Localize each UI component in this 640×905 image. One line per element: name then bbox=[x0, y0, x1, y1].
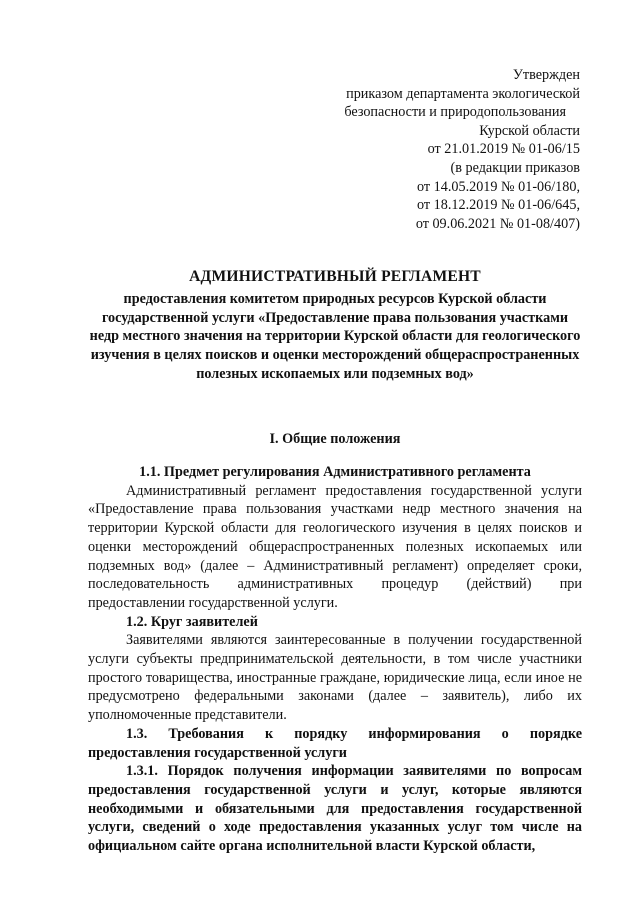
subsection-heading-1-1: 1.1. Предмет регулирования Административного регламента bbox=[139, 464, 531, 480]
approval-line: безопасности и природопользования bbox=[344, 104, 566, 121]
approval-line: от 09.06.2021 № 01-08/407) bbox=[415, 215, 580, 232]
subsection-heading-1-3: 1.3. Требования к порядку информирования о порядке предоставления государственной услуги bbox=[88, 725, 582, 761]
approval-line: от 18.12.2019 № 01-06/645, bbox=[417, 197, 580, 214]
approval-block bbox=[280, 66, 580, 233]
subsection-heading-1-2: 1.2. Круг заявителей bbox=[126, 613, 258, 630]
approval-line: приказом департамента экологической bbox=[346, 85, 580, 102]
approval-line: Утвержден bbox=[512, 67, 580, 83]
approval-line: Курской области bbox=[479, 122, 580, 139]
section-title: I. Общие положения bbox=[269, 431, 401, 447]
paragraph-1-3-1: 1.3.1. Порядок получения информации заявителями по вопросам предоставления государственной услуги и услуг, которые являются необходимыми и обязательными для предоставления государственной услуги, сведений о ходе предоставления указанных услуг том числе на официальном сайте органа исполнительной власти Курской области, bbox=[88, 763, 582, 855]
document-title: АДМИНИСТРАТИВНЫЙ РЕГЛАМЕНТ bbox=[189, 268, 481, 285]
approval-line: от 21.01.2019 № 01-06/15 bbox=[427, 141, 580, 158]
paragraph-1-2: Заявителями являются заинтересованные в получении государственной услуги субъекты предпринимательской деятельности, в том числе участники простого товарищества, иностранные граждане, юридические лица, если иное не предусмотрено федеральными законами (далее – заявитель), либо их уполномоченные представители. bbox=[88, 632, 582, 724]
paragraph-1-1: Административный регламент предоставления государственной услуги «Предоставление права пользования участками недр местного значения на территории Курской области для геологического изучения в целях поисков и оценки месторождений общераспространенных полезных ископаемых или подземных вод» (далее – Административный регламент) определяет сроки, последовательность административных процедур (действий) при предоставлении государственной услуги. bbox=[88, 482, 582, 611]
document-body bbox=[88, 463, 582, 856]
document-subtitle: предоставления комитетом природных ресурсов Курской области государственной услуги «Предоставление права пользования участками недр местного значения на территории Курской области для геологического изучения в целях поисков и оценки месторождений общераспространенных полезных ископаемых или подземных вод» bbox=[89, 291, 581, 382]
approval-line: (в редакции приказов bbox=[450, 159, 580, 176]
approval-line: от 14.05.2019 № 01-06/180, bbox=[417, 178, 580, 195]
